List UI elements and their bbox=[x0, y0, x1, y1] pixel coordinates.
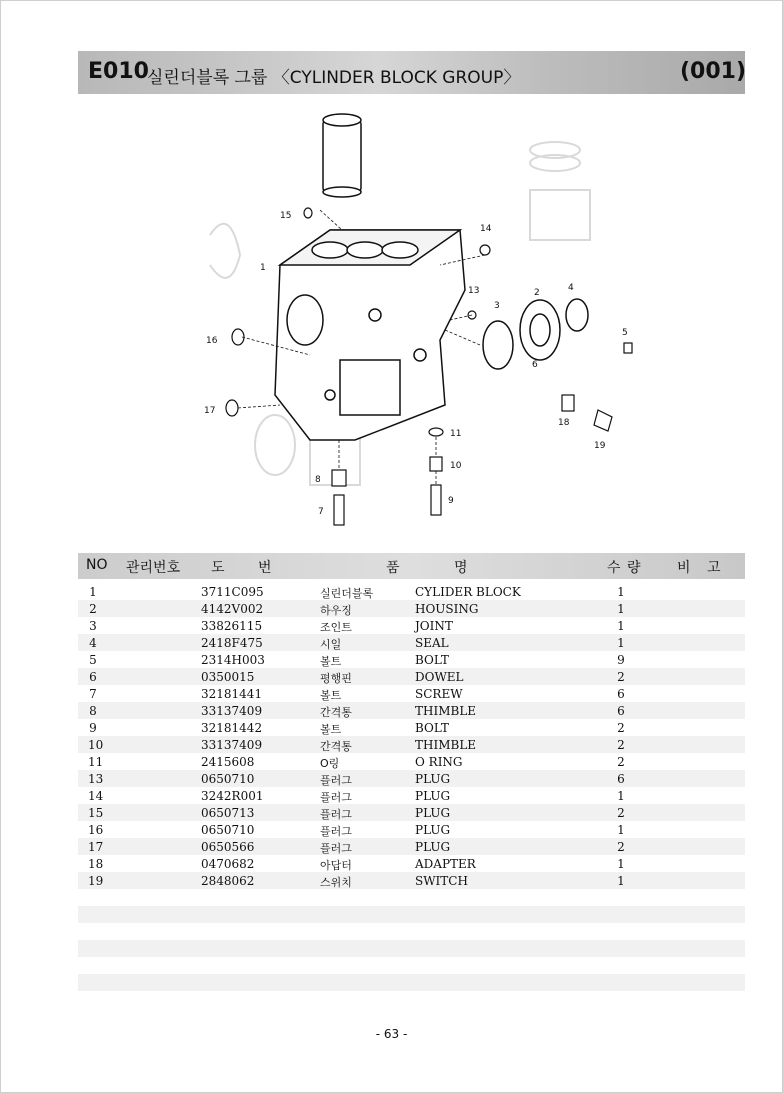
seal-part bbox=[566, 299, 588, 331]
row-english-name: PLUG bbox=[415, 772, 451, 786]
cylinder-liner-part bbox=[323, 114, 361, 197]
row-english-name: BOLT bbox=[415, 721, 449, 735]
col-header-part-no-2: 번 bbox=[258, 560, 272, 576]
bolt-9-part bbox=[431, 485, 441, 515]
thimble-8-part bbox=[332, 470, 346, 486]
row-no: 2 bbox=[89, 602, 97, 616]
row-part-number: 33826115 bbox=[201, 619, 263, 633]
row-english-name: PLUG bbox=[415, 789, 451, 803]
row-quantity: 2 bbox=[617, 738, 625, 752]
plug-17-part bbox=[226, 400, 238, 416]
col-header-part-no-1: 도 bbox=[211, 560, 225, 576]
callout-17: 17 bbox=[204, 406, 216, 416]
row-part-number: 33137409 bbox=[201, 738, 263, 752]
exploded-parts-diagram bbox=[180, 105, 640, 535]
row-part-number: 0650566 bbox=[201, 840, 255, 854]
callout-13: 13 bbox=[468, 286, 480, 296]
table-row bbox=[0, 772, 783, 789]
callout-3: 3 bbox=[494, 301, 500, 311]
col-header-name-1: 품 bbox=[386, 560, 400, 576]
row-quantity: 2 bbox=[617, 806, 625, 820]
row-part-number: 2314H003 bbox=[201, 653, 265, 667]
callout-16: 16 bbox=[206, 336, 218, 346]
row-english-name: BOLT bbox=[415, 653, 449, 667]
row-part-number: 32181442 bbox=[201, 721, 263, 735]
col-header-qty-1: 수 bbox=[607, 560, 621, 576]
table-row bbox=[0, 755, 783, 772]
switch-part bbox=[594, 410, 612, 431]
row-part-number: 0350015 bbox=[201, 670, 255, 684]
col-header-note-2: 고 bbox=[707, 560, 721, 576]
row-english-name: JOINT bbox=[415, 619, 453, 633]
row-quantity: 1 bbox=[617, 874, 625, 888]
row-english-name: ADAPTER bbox=[415, 857, 476, 871]
table-row bbox=[0, 823, 783, 840]
row-english-name: SWITCH bbox=[415, 874, 468, 888]
row-korean-name: 간격통 bbox=[320, 740, 352, 753]
callout-5: 5 bbox=[622, 328, 628, 338]
plug-15-part bbox=[304, 208, 312, 218]
row-korean-name: 간격통 bbox=[320, 706, 352, 719]
col-header-mgmt: 관리번호 bbox=[126, 560, 181, 576]
row-english-name: THIMBLE bbox=[415, 704, 477, 718]
callout-15: 15 bbox=[280, 211, 292, 221]
table-row bbox=[0, 602, 783, 619]
table-row bbox=[0, 738, 783, 755]
row-part-number: 4142V002 bbox=[201, 602, 264, 616]
row-quantity: 2 bbox=[617, 840, 625, 854]
row-no: 18 bbox=[88, 857, 104, 871]
ghost-band bbox=[78, 940, 745, 957]
row-korean-name: 플러그 bbox=[320, 808, 352, 821]
row-korean-name: 플러그 bbox=[320, 774, 352, 787]
ghost-band bbox=[78, 974, 745, 991]
callout-1: 1 bbox=[260, 263, 266, 273]
row-no: 15 bbox=[88, 806, 104, 820]
row-english-name: HOUSING bbox=[415, 602, 479, 616]
col-header-note-1: 비 bbox=[677, 560, 691, 576]
row-no: 8 bbox=[89, 704, 97, 718]
table-row bbox=[0, 789, 783, 806]
row-english-name: DOWEL bbox=[415, 670, 464, 684]
row-no: 9 bbox=[89, 721, 97, 735]
row-quantity: 2 bbox=[617, 721, 625, 735]
row-no: 19 bbox=[88, 874, 104, 888]
table-row bbox=[0, 704, 783, 721]
row-part-number: 2415608 bbox=[201, 755, 255, 769]
row-no: 3 bbox=[89, 619, 97, 633]
row-english-name: O RING bbox=[415, 755, 463, 769]
row-no: 10 bbox=[88, 738, 104, 752]
row-no: 7 bbox=[89, 687, 97, 701]
row-korean-name: 아답터 bbox=[320, 859, 352, 872]
joint-part bbox=[483, 321, 513, 369]
table-row bbox=[0, 806, 783, 823]
row-no: 6 bbox=[89, 670, 97, 684]
adapter-part bbox=[562, 395, 574, 411]
row-no: 5 bbox=[89, 653, 97, 667]
row-no: 1 bbox=[89, 585, 97, 599]
row-part-number: 2418F475 bbox=[201, 636, 263, 650]
row-korean-name: 볼트 bbox=[320, 689, 342, 702]
col-header-qty-2: 량 bbox=[627, 560, 641, 576]
row-english-name: PLUG bbox=[415, 823, 451, 837]
row-no: 13 bbox=[88, 772, 104, 786]
row-quantity: 1 bbox=[617, 823, 625, 837]
table-row bbox=[0, 670, 783, 687]
row-no: 17 bbox=[88, 840, 104, 854]
table-row bbox=[0, 874, 783, 891]
row-quantity: 9 bbox=[617, 653, 625, 667]
row-part-number: 3242R001 bbox=[201, 789, 264, 803]
col-header-no: NO bbox=[86, 557, 108, 573]
row-part-number: 0470682 bbox=[201, 857, 255, 871]
row-korean-name: 볼트 bbox=[320, 723, 342, 736]
row-part-number: 3711C095 bbox=[201, 585, 264, 599]
row-quantity: 1 bbox=[617, 636, 625, 650]
ghost-band bbox=[78, 906, 745, 923]
row-korean-name: 스위치 bbox=[320, 876, 352, 889]
callout-8: 8 bbox=[315, 475, 321, 485]
callout-18: 18 bbox=[558, 418, 570, 428]
table-row bbox=[0, 585, 783, 602]
table-row bbox=[0, 653, 783, 670]
row-quantity: 1 bbox=[617, 789, 625, 803]
row-english-name: PLUG bbox=[415, 840, 451, 854]
row-quantity: 2 bbox=[617, 755, 625, 769]
callout-6: 6 bbox=[532, 360, 538, 370]
row-korean-name: 조인트 bbox=[320, 621, 352, 634]
table-row bbox=[0, 687, 783, 704]
callout-4: 4 bbox=[568, 283, 574, 293]
table-row bbox=[0, 840, 783, 857]
row-quantity: 6 bbox=[617, 772, 625, 786]
row-part-number: 32181441 bbox=[201, 687, 263, 701]
row-no: 16 bbox=[88, 823, 104, 837]
row-english-name: CYLIDER BLOCK bbox=[415, 585, 521, 599]
table-row bbox=[0, 636, 783, 653]
row-part-number: 0650710 bbox=[201, 823, 255, 837]
row-quantity: 1 bbox=[617, 585, 625, 599]
row-english-name: SEAL bbox=[415, 636, 449, 650]
row-korean-name: O링 bbox=[320, 757, 340, 770]
row-part-number: 0650713 bbox=[201, 806, 255, 820]
row-english-name: PLUG bbox=[415, 806, 451, 820]
col-header-name-2: 명 bbox=[454, 560, 468, 576]
row-quantity: 1 bbox=[617, 857, 625, 871]
thimble-10-part bbox=[430, 457, 442, 471]
row-no: 4 bbox=[89, 636, 97, 650]
row-english-name: SCREW bbox=[415, 687, 463, 701]
callout-19: 19 bbox=[594, 441, 606, 451]
row-korean-name: 플러그 bbox=[320, 825, 352, 838]
cylinder-block-part bbox=[275, 230, 465, 440]
row-quantity: 1 bbox=[617, 602, 625, 616]
bolt-5-part bbox=[624, 343, 632, 353]
callout-10: 10 bbox=[450, 461, 462, 471]
callout-11: 11 bbox=[450, 429, 462, 439]
callout-7: 7 bbox=[318, 507, 324, 517]
row-quantity: 1 bbox=[617, 619, 625, 633]
row-quantity: 6 bbox=[617, 687, 625, 701]
table-row bbox=[0, 857, 783, 874]
group-number: (001) bbox=[680, 59, 747, 84]
callout-2: 2 bbox=[534, 288, 540, 298]
row-korean-name: 평행핀 bbox=[320, 672, 352, 685]
row-korean-name: 플러그 bbox=[320, 842, 352, 855]
table-row bbox=[0, 721, 783, 738]
table-row bbox=[0, 619, 783, 636]
row-part-number: 2848062 bbox=[201, 874, 255, 888]
group-code: E010 bbox=[88, 59, 149, 84]
row-korean-name: 시일 bbox=[320, 638, 342, 651]
row-korean-name: 실린더블록 bbox=[320, 587, 374, 600]
callout-14: 14 bbox=[480, 224, 492, 234]
o-ring-part bbox=[429, 428, 443, 436]
row-part-number: 33137409 bbox=[201, 704, 263, 718]
plug-14-part bbox=[480, 245, 490, 255]
row-english-name: THIMBLE bbox=[415, 738, 477, 752]
row-no: 14 bbox=[88, 789, 104, 803]
row-korean-name: 하우징 bbox=[320, 604, 352, 617]
row-quantity: 6 bbox=[617, 704, 625, 718]
row-part-number: 0650710 bbox=[201, 772, 255, 786]
row-quantity: 2 bbox=[617, 670, 625, 684]
group-title: 실린더블록 그룹 〈CYLINDER BLOCK GROUP〉 bbox=[147, 68, 521, 88]
row-korean-name: 볼트 bbox=[320, 655, 342, 668]
row-no: 11 bbox=[88, 755, 104, 769]
row-korean-name: 플러그 bbox=[320, 791, 352, 804]
callout-9: 9 bbox=[448, 496, 454, 506]
page-number: - 63 - bbox=[375, 1027, 408, 1041]
screw-7-part bbox=[334, 495, 344, 525]
